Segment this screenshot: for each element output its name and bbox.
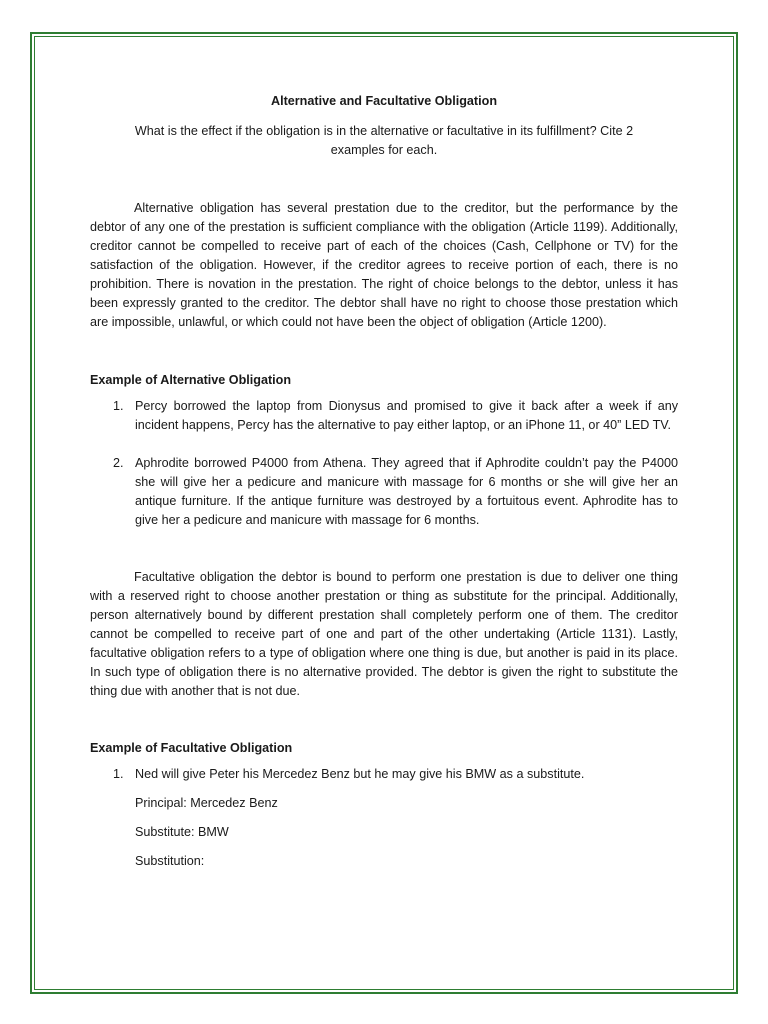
list-item-number: 1. bbox=[113, 399, 124, 413]
question-text: What is the effect if the obligation is in the alternative or facultative in its fulfillment? Cite 2 examples for each. bbox=[134, 124, 634, 157]
list-item-text: Ned will give Peter his Mercedez Benz but he may give his BMW as a substitute. bbox=[135, 767, 585, 781]
list-item bbox=[90, 454, 678, 530]
list-item bbox=[90, 397, 678, 435]
principal-line: Principal: Mercedez Benz bbox=[135, 796, 278, 810]
document-title: Alternative and Facultative Obligation bbox=[270, 94, 498, 108]
alternative-examples-heading: Example of Alternative Obligation bbox=[90, 373, 292, 387]
list-item-text: Percy borrowed the laptop from Dionysus and promised to give it back after a week if any incident happens, Percy has the alternative to pay either laptop, or an iPhone 11, or 40” LED TV. bbox=[135, 399, 678, 432]
list-item-number: 2. bbox=[113, 456, 124, 470]
facultative-examples-list bbox=[90, 765, 678, 784]
substitute-line: Substitute: BMW bbox=[135, 825, 229, 839]
substitution-line: Substitution: bbox=[135, 854, 205, 868]
document-body bbox=[90, 92, 678, 871]
facultative-obligation-paragraph: Facultative obligation the debtor is bound to perform one prestation is due to deliver one thing with a reserved right to choose another prestation or thing as substitute for the principal. Additionally, person alternatively bound by different prestation shall completely perform one of them. The creditor cannot be compelled to receive part of one and part of the other undertaking (Article 1131). Lastly, facultative obligation refers to a type of obligation where one thing is due, but another is paid in its place. In such type of obligation there is no alternative provided. The debtor is given the right to substitute the thing due with another that is not due. bbox=[90, 570, 678, 698]
list-item-number: 1. bbox=[113, 767, 124, 781]
list-item-text: Aphrodite borrowed P4000 from Athena. They agreed that if Aphrodite couldn’t pay the P4000 she will give her a pedicure and manicure with massage for 6 months or she will give her an antique furniture. If the antique furniture was destroyed by a fortuitous event. Aphrodite has to give her a pedicure and manicure with massage for 6 months. bbox=[135, 456, 678, 527]
alternative-examples-list bbox=[90, 397, 678, 530]
list-item bbox=[90, 765, 678, 784]
facultative-examples-heading: Example of Facultative Obligation bbox=[90, 741, 293, 755]
alternative-obligation-paragraph: Alternative obligation has several prestation due to the creditor, but the performance by the debtor of any one of the prestation is sufficient compliance with the obligation (Article 1199). Additionally, creditor cannot be compelled to receive part of each of the choices (Cash, Cellphone or TV) for the satisfaction of the obligation. However, if the creditor agrees to receive portion of each, there is no prohibition. There is novation in the prestation. The right of choice belongs to the debtor, unless it has been expressly granted to the creditor. The debtor shall have no right to choose those prestation which are impossible, unlawful, or which could not have been the object of obligation (Article 1200). bbox=[90, 201, 678, 329]
